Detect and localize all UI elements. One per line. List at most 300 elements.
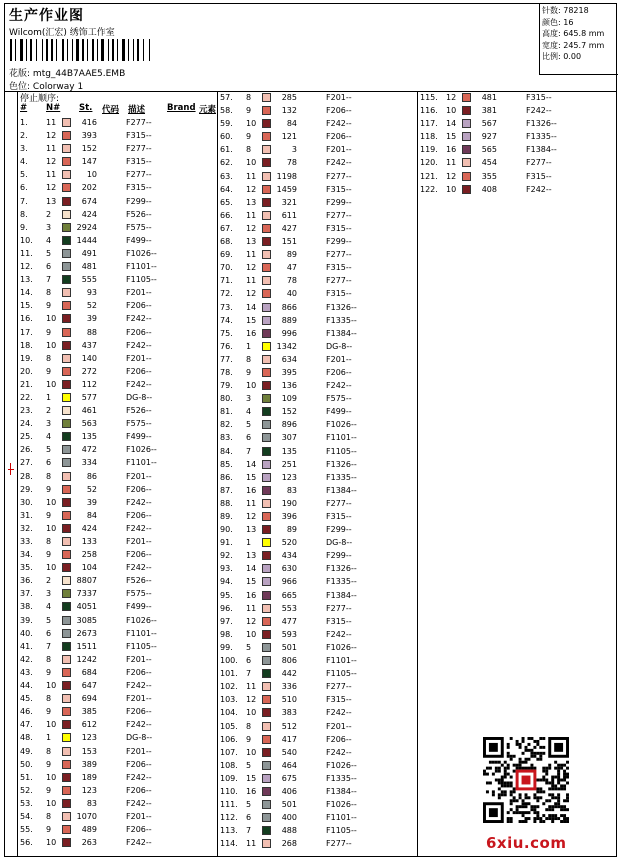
table-row: [17, 404, 217, 417]
qr-module: [513, 787, 516, 790]
stop-number: 64.: [220, 184, 233, 194]
header-desc: 描述: [128, 105, 146, 115]
table-row: [17, 718, 217, 731]
stitch-count: 385: [81, 707, 97, 717]
thread-code: F206--: [126, 707, 152, 717]
qr-module: [563, 814, 566, 817]
stop-number: 49.: [20, 746, 33, 756]
table-row: [217, 824, 417, 837]
qr-module: [522, 767, 525, 770]
barcode-bar: [112, 39, 114, 61]
stat-height-label: 高度:: [542, 29, 561, 38]
needle-number: 6: [46, 458, 52, 468]
table-row: [217, 222, 417, 235]
stop-number: 61.: [220, 145, 233, 155]
thread-code: F1384--: [326, 485, 357, 495]
qr-module: [563, 808, 566, 811]
thread-code: F206--: [126, 484, 152, 494]
qr-module: [492, 773, 495, 776]
barcode-bar: [133, 39, 134, 61]
qr-module: [498, 770, 501, 773]
color-swatch: [462, 119, 471, 128]
thread-code: F499--: [126, 432, 152, 442]
thread-code: F277--: [126, 144, 152, 154]
stitch-count: 47: [286, 263, 297, 273]
thread-code: F1384--: [326, 590, 357, 600]
barcode-bar: [117, 39, 118, 61]
needle-number: 14: [246, 564, 257, 574]
qr-module: [507, 781, 510, 784]
stitch-count: 383: [281, 708, 297, 718]
stitch-count: 251: [281, 459, 297, 469]
needle-number: 8: [46, 537, 52, 546]
color-swatch: [62, 786, 71, 795]
stitch-count: 477: [281, 616, 297, 626]
color-swatch: [262, 735, 271, 744]
color-swatch: [262, 826, 271, 835]
header-code: 代码: [102, 105, 120, 115]
stat-stitches: [542, 5, 618, 17]
barcode-bar: [119, 39, 121, 61]
stop-number: 85.: [220, 459, 233, 469]
qr-module: [560, 784, 563, 787]
stitch-count: 147: [81, 157, 97, 167]
needle-number: 14: [246, 459, 257, 469]
needle-number: 12: [246, 223, 257, 233]
qr-module: [554, 802, 557, 805]
stop-number: 69.: [220, 250, 233, 260]
stitch-count: 140: [81, 353, 97, 363]
color-swatch: [62, 210, 71, 219]
color-swatch: [62, 170, 71, 179]
stop-number: 13.: [20, 275, 33, 285]
needle-number: 8: [246, 145, 252, 155]
table-row: [217, 772, 417, 785]
color-swatch: [262, 564, 271, 573]
needle-number: 9: [46, 707, 52, 717]
qr-module: [519, 761, 522, 764]
table-row: [17, 417, 217, 430]
color-swatch: [262, 813, 271, 822]
color-swatch: [262, 342, 271, 351]
table-row: [17, 640, 217, 653]
needle-number: 5: [246, 760, 252, 770]
qr-module: [557, 770, 560, 773]
needle-number: 5: [46, 445, 52, 455]
table-row: [17, 142, 217, 155]
margin-marker-tick: [8, 469, 14, 470]
stop-number: 96.: [220, 603, 233, 613]
qr-module: [516, 743, 519, 746]
qr-module: [566, 793, 569, 796]
qr-module: [507, 811, 510, 814]
thread-code: F201--: [326, 721, 352, 731]
qr-module: [516, 805, 519, 808]
stop-number: 57.: [220, 93, 233, 102]
stop-number: 58.: [220, 106, 233, 116]
color-swatch: [262, 289, 271, 298]
table-row: [17, 509, 217, 522]
colorway-label: 色位:: [9, 82, 31, 92]
table-row: [217, 235, 417, 248]
needle-number: 10: [246, 119, 257, 129]
color-swatch: [62, 655, 71, 664]
qr-module: [525, 817, 528, 820]
color-swatch: [62, 432, 71, 441]
thread-code: F1384--: [326, 328, 357, 338]
qr-module: [551, 793, 554, 796]
qr-module: [536, 799, 539, 802]
color-swatch: [62, 524, 71, 533]
thread-code: F1026--: [126, 615, 157, 625]
qr-module: [501, 790, 504, 793]
table-row: [17, 784, 217, 797]
thread-code: F242--: [326, 381, 352, 391]
qr-module: [522, 740, 525, 743]
thread-code: F242--: [126, 798, 152, 808]
needle-number: 12: [246, 263, 257, 273]
thread-code: F242--: [126, 838, 152, 848]
qr-module: [563, 805, 566, 808]
table-row: [217, 170, 417, 183]
qr-module: [566, 799, 569, 802]
stitch-count: 112: [81, 379, 97, 389]
table-row: [17, 168, 217, 181]
qr-module: [542, 770, 545, 773]
color-swatch: [262, 499, 271, 508]
stop-number: 44.: [20, 681, 33, 691]
qr-module: [525, 793, 528, 796]
stitch-count: 1444: [76, 235, 97, 245]
needle-number: 15: [246, 315, 257, 325]
barcode-bar: [95, 39, 96, 61]
qr-module: [554, 817, 557, 820]
qr-module: [525, 811, 528, 814]
stitch-count: 88: [86, 327, 97, 337]
stop-number: 97.: [220, 616, 233, 626]
stitch-count: 89: [286, 250, 297, 260]
stop-number: 105.: [220, 721, 238, 731]
qr-module: [548, 767, 551, 770]
table-row: [17, 247, 217, 260]
color-swatch: [262, 93, 271, 102]
stop-number: 87.: [220, 485, 233, 495]
needle-number: 13: [46, 196, 57, 206]
header-element: 元素: [199, 105, 217, 115]
stop-number: 108.: [220, 760, 238, 770]
stop-number: 76.: [220, 341, 233, 351]
qr-module: [539, 752, 542, 755]
thread-code: F1101--: [326, 433, 357, 443]
barcode-bar: [56, 39, 57, 61]
qr-module: [545, 781, 548, 784]
qr-module: [563, 820, 566, 823]
thread-code: F277--: [326, 210, 352, 220]
stop-number: 9.: [20, 222, 28, 232]
qr-module: [566, 761, 569, 764]
needle-number: 9: [246, 132, 252, 142]
qr-module: [533, 808, 536, 811]
stop-number: 19.: [20, 353, 33, 363]
stop-number: 71.: [220, 276, 233, 286]
color-swatch: [262, 198, 271, 207]
stitch-count: 133: [81, 537, 97, 546]
thread-code: F1326--: [326, 459, 357, 469]
color-swatch: [62, 537, 71, 546]
color-swatch: [262, 263, 271, 272]
thread-code: F1101--: [326, 813, 357, 823]
qr-module: [563, 799, 566, 802]
color-swatch: [62, 131, 71, 140]
qr-module: [504, 761, 507, 764]
qr-module: [563, 784, 566, 787]
qr-module: [551, 820, 554, 823]
needle-number: 15: [246, 472, 257, 482]
thread-code: F242--: [126, 563, 152, 573]
qr-module: [527, 758, 530, 761]
stop-number: 14.: [20, 288, 33, 298]
qr-module: [519, 820, 522, 823]
color-swatch: [262, 525, 271, 534]
stop-number: 77.: [220, 354, 233, 364]
stitch-count: 2924: [76, 222, 97, 232]
thread-code: F1105--: [326, 446, 357, 456]
needle-number: 8: [246, 93, 252, 102]
stop-number: 109.: [220, 773, 238, 783]
color-swatch: [462, 132, 471, 141]
qr-module: [513, 796, 516, 799]
color-swatch: [262, 250, 271, 259]
color-swatch: [262, 538, 271, 547]
thread-code: F315--: [326, 184, 352, 194]
table-row: [17, 548, 217, 561]
needle-number: 14: [446, 119, 457, 129]
column-2: [217, 91, 417, 857]
color-swatch: [262, 656, 271, 665]
color-swatch: [62, 458, 71, 467]
table-row: [217, 746, 417, 759]
qr-module: [504, 767, 507, 770]
table-row: [417, 156, 617, 169]
table-row: [217, 117, 417, 130]
needle-number: 13: [246, 525, 257, 535]
qr-module: [527, 796, 530, 799]
barcode-bar: [67, 39, 68, 61]
qr-module: [539, 755, 542, 758]
thread-code: F201--: [126, 471, 152, 481]
table-row: [217, 392, 417, 405]
qr-module: [539, 787, 542, 790]
qr-module: [519, 743, 522, 746]
stop-number: 95.: [220, 590, 233, 600]
thread-code: F1101--: [126, 262, 157, 272]
qr-module: [557, 805, 560, 808]
qr-module: [507, 817, 510, 820]
barcode-bar: [101, 39, 104, 61]
color-swatch: [262, 381, 271, 390]
qr-module: [539, 796, 542, 799]
stop-number: 120.: [420, 158, 438, 168]
thread-code: F206--: [126, 785, 152, 795]
qr-module: [548, 764, 551, 767]
table-row: [217, 497, 417, 510]
barcode-bar: [42, 39, 43, 61]
stitch-count: 190: [281, 498, 297, 508]
qr-module: [533, 805, 536, 808]
color-swatch: [62, 445, 71, 454]
color-swatch: [462, 172, 471, 181]
qr-module: [504, 781, 507, 784]
table-row: [217, 759, 417, 772]
qr-module: [495, 770, 498, 773]
stitch-count: 481: [81, 262, 97, 272]
barcode-bar: [65, 39, 66, 61]
qr-module: [533, 752, 536, 755]
qr-module: [560, 764, 563, 767]
table-row: [217, 706, 417, 719]
needle-number: 9: [46, 667, 52, 677]
qr-module: [504, 790, 507, 793]
thread-code: F299--: [326, 551, 352, 561]
stitch-count: 424: [81, 523, 97, 533]
needle-number: 9: [46, 301, 52, 311]
stitch-count: 121: [281, 132, 297, 142]
table-row: [217, 327, 417, 340]
qr-module: [507, 773, 510, 776]
stop-number: 65.: [220, 197, 233, 207]
qr-module: [551, 776, 554, 779]
color-swatch: [62, 393, 71, 402]
color-swatch: [262, 722, 271, 731]
stitch-count: 123: [281, 472, 297, 482]
needle-number: 12: [246, 289, 257, 299]
needle-number: 5: [46, 615, 52, 625]
qr-module: [530, 737, 533, 740]
table-row: [217, 720, 417, 733]
table-row: [217, 510, 417, 523]
stitch-count: 684: [81, 667, 97, 677]
stitch-count: 665: [281, 590, 297, 600]
needle-number: 9: [246, 734, 252, 744]
stop-number: 80.: [220, 394, 233, 404]
color-swatch: [262, 145, 271, 154]
table-row: [17, 391, 217, 404]
stitch-count: 381: [481, 106, 497, 116]
stat-height: [542, 28, 618, 40]
color-swatch: [462, 106, 471, 115]
qr-module: [548, 787, 551, 790]
color-swatch: [62, 550, 71, 559]
qr-module: [498, 793, 501, 796]
table-row: [17, 574, 217, 587]
color-swatch: [62, 223, 71, 232]
color-swatch: [62, 472, 71, 481]
table-row: [217, 301, 417, 314]
qr-module: [495, 761, 498, 764]
stitch-count: 39: [86, 497, 97, 507]
stat-stitches-value: 78218: [563, 6, 589, 15]
thread-code: F1026--: [326, 420, 357, 430]
qr-module: [522, 802, 525, 805]
stop-number: 88.: [220, 498, 233, 508]
needle-number: 3: [46, 222, 52, 232]
table-row: [217, 458, 417, 471]
qr-module: [525, 761, 528, 764]
color-swatch: [262, 368, 271, 377]
stitch-count: 4051: [76, 602, 97, 612]
stitch-count: 512: [281, 721, 297, 731]
qr-module: [566, 776, 569, 779]
thread-code: F315--: [126, 131, 152, 141]
qr-module: [554, 761, 557, 764]
page-title: 生产作业图: [9, 8, 84, 24]
qr-module: [536, 817, 539, 820]
thread-code: F526--: [126, 209, 152, 219]
color-swatch: [262, 447, 271, 456]
barcode-bar: [87, 39, 88, 61]
stitch-count: 464: [281, 760, 297, 770]
qr-module: [563, 770, 566, 773]
qr-module: [504, 773, 507, 776]
thread-code: DG-8--: [126, 733, 153, 743]
stop-number: 122.: [420, 184, 438, 194]
qr-module: [548, 808, 551, 811]
stop-number: 117.: [420, 119, 438, 129]
table-row: [17, 365, 217, 378]
stat-stitches-label: 针数:: [542, 6, 561, 15]
needle-number: 3: [46, 419, 52, 429]
stop-number: 36.: [20, 576, 33, 586]
qr-module: [525, 796, 528, 799]
barcode-bar: [108, 39, 109, 61]
needle-number: 4: [246, 407, 252, 417]
thread-code: F1105--: [326, 669, 357, 679]
qr-module: [510, 755, 513, 758]
barcode-bar: [44, 39, 45, 61]
qr-module: [522, 811, 525, 814]
thread-code: F277--: [126, 118, 152, 127]
thread-code: F206--: [126, 510, 152, 520]
qr-module: [557, 764, 560, 767]
barcode-bar: [72, 39, 73, 61]
worksheet-header: [5, 4, 616, 92]
stitch-count: 437: [81, 340, 97, 350]
column-headers: [20, 103, 216, 114]
table-row: [17, 810, 217, 823]
thread-code: F1326--: [526, 119, 557, 129]
qr-module: [525, 802, 528, 805]
stat-width-value: 245.7 mm: [563, 40, 605, 50]
thread-code: F201--: [326, 354, 352, 364]
stat-height-value: 645.8 mm: [563, 29, 605, 38]
color-swatch: [262, 433, 271, 442]
color-swatch: [262, 591, 271, 600]
needle-number: 10: [246, 708, 257, 718]
needle-number: 9: [46, 785, 52, 795]
stitch-count: 1198: [276, 171, 297, 181]
stitch-count: 83: [86, 798, 97, 808]
stop-number: 47.: [20, 720, 33, 730]
qr-module: [557, 776, 560, 779]
thread-code: DG-8--: [326, 341, 353, 351]
needle-number: 12: [446, 171, 457, 181]
qr-finder: [489, 743, 498, 752]
stop-number: 17.: [20, 327, 33, 337]
color-swatch: [62, 118, 71, 127]
color-swatch: [62, 249, 71, 258]
color-swatch: [62, 354, 71, 363]
qr-finder: [489, 808, 498, 817]
